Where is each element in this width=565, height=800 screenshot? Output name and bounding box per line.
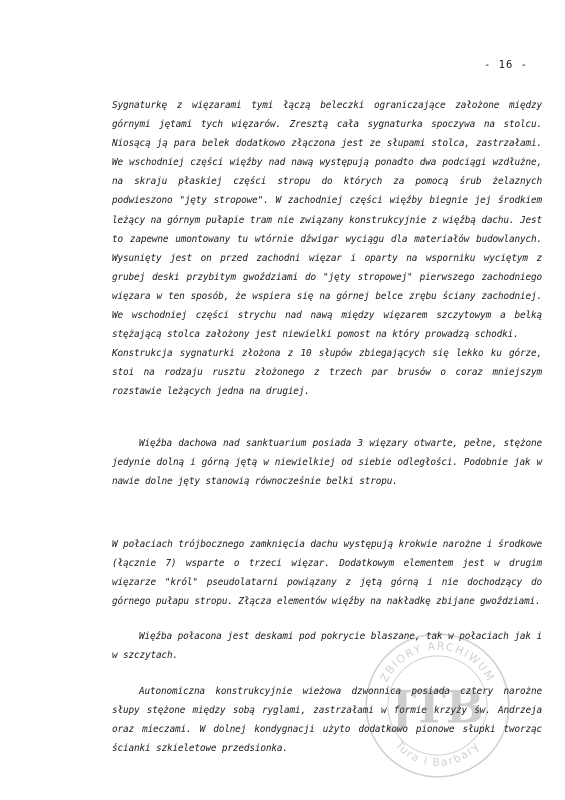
paragraph-hip-rafters: W połaciach trójbocznego zamknięcia dachu występują krokwie narożne i środkowe (łącznie 7) wsparte o trzeci więzar. Dodatkowym elementem jest w drugim więzarze "król" pseudolatarni powiązany z jętą górną i nie dochodzący do górnego pułapu stropu. Złącza elementów więźby na nakładkę zbijane gwoździami. <box>112 539 542 608</box>
svg-text:Tura i Barbary <box>392 738 482 769</box>
paragraph-roof-boarding: Więźba połacona jest deskami pod pokrycie blaszane, tak w połaciach jak i w szczytach. <box>112 631 542 662</box>
paragraph-bell-tower: Autonomiczna konstrukcyjnie wieżowa dzwonnica posiada cztery narożne słupy stężone między sobą ryglami, zastrzałami w formie krzyży św. Andrzeja oraz mieczami. W dolnej kondygnacji użyto dodatkowo pionowe słupki tworząc ścianki szkieletowe przedsionka. <box>112 686 542 755</box>
document-body-part-3 <box>112 535 542 611</box>
document-body-part-1 <box>112 96 542 402</box>
stamp-monogram: JTB <box>391 680 484 734</box>
svg-text:ZBIORY ARCHIWUM <box>378 640 498 685</box>
paragraph-ridge-turret-construction: Konstrukcja sygnaturki złożona z 10 słupów zbiegających się lekko ku górze, stoi na rodzaju rusztu złożonego z trzech par brusów o coraz mniejszym rozstawie leżących jedna na drugiej. <box>112 348 542 398</box>
document-body-part-2 <box>112 434 542 491</box>
stamp-lettering-top: ZBIORY ARCHIWUM <box>377 639 498 685</box>
archive-stamp <box>360 628 515 783</box>
stamp-lettering-bottom: Tura i Barbary <box>392 738 483 769</box>
page-number: - 16 - <box>484 59 528 71</box>
paragraph-roof-truss-east-west: Sygnaturkę z więzarami tymi łączą beleczki ograniczające założone między górnymi jętami tych więzarów. Zresztą cała sygnaturka spoczywa na stolcu. Niosącą ją para belek dodatkowo złączona jest ze słupami stolca, zastrzałami. We wschodniej części więźby nad nawą występują ponadto dwa podciągi wzdłużne, na skraju płaskiej części stropu do których za pomocą śrub żelaznych podwieszono "jęty stropowe". W zachodniej części więźby biegnie jej środkiem leżący na górnym pułapie tram nie związany konstrukcyjnie z więźbą dachu. Jest to zapewne umontowany tu wtórnie dźwigar wyciągu dla materiałów budowlanych. Wysunięty jest on przed zachodni więzar i oparty na wsporniku wyciętym z grubej deski przybitym gwoździami do "jęty stropowej" pierwszego zachodniego więzara w ten sposób, że wspiera się na górnej belce zrębu ściany zachodniej. We wschodniej części strychu nad nawą między więzarem szczytowym a belką stężającą stolca założony jest niewielki pomost na który prowadzą schodki. <box>112 100 542 341</box>
paragraph-sanctuary-truss: Więźba dachowa nad sanktuarium posiada 3 więzary otwarte, pełne, stężone jedynie dolną i górną jętą w niewielkiej od siebie odległości. Podobnie jak w nawie dolne jęty stanowią równocześnie belki stropu. <box>112 438 542 488</box>
